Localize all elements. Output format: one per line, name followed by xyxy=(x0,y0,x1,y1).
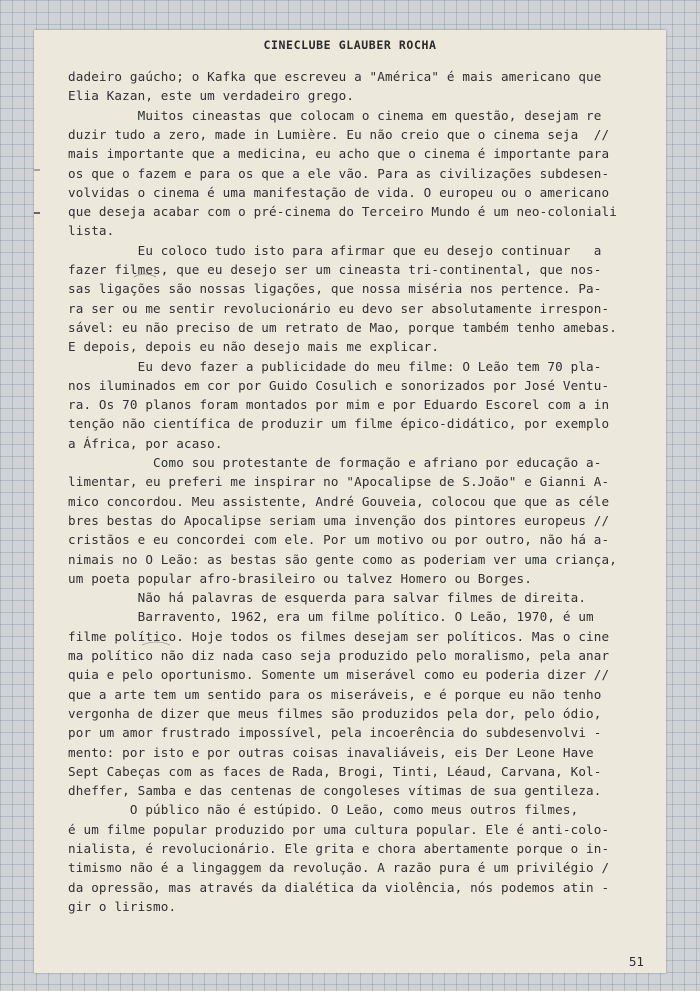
text-line: filme político. Hoje todos os filmes desejam ser políticos. Mas o cine xyxy=(68,628,610,644)
text-line: Eu coloco tudo isto para afirmar que eu desejo continuar a xyxy=(68,242,602,258)
text-line: duzir tudo a zero, made in Lumière. Eu não creio que o cinema seja // xyxy=(68,126,610,142)
text-line: tenção não científica de produzir um filme épico-didático, por exemplo xyxy=(68,416,610,432)
text-line: é um filme popular produzido por uma cultura popular. Ele é anti-colo- xyxy=(68,821,610,837)
text-line: lista. xyxy=(68,223,115,239)
text-line: Eu devo fazer a publicidade do meu filme: O Leão tem 70 pla- xyxy=(68,358,602,374)
text-line: sas ligações são nossas ligações, que nossa miséria nos pertence. Pa- xyxy=(68,281,602,297)
text-line: nialista, é revolucionário. Ele grita e chora abertamente porque o in- xyxy=(68,841,610,856)
text-line: que a arte tem um sentido para os miseráveis, e é porque eu não tenho xyxy=(68,686,602,702)
text-line: mico concordou. Meu assistente, André Gouveia, colocou que que as céle xyxy=(68,493,610,509)
text-line: um poeta popular afro-brasileiro ou talvez Homero ou Borges. xyxy=(68,570,532,586)
text-line: nimais no O Leão: as bestas são gente como as poderiam ver uma criança, xyxy=(68,551,617,567)
text-line: mento: por isto e por outras coisas inavaliáveis, eis Der Leone Have xyxy=(68,744,594,760)
text-line: vergonha de dizer que meus filmes são produzidos pela dor, pelo ódio, xyxy=(68,705,602,721)
text-line: ra. Os 70 planos foram montados por mim e por Eduardo Escorel com a in xyxy=(68,397,610,413)
text-line: O público não é estúpido. O Leão, como meus outros filmes, xyxy=(68,802,579,818)
text-line: Sept Cabeças com as faces de Rada, Brogi, Tinti, Léaud, Carvana, Kol- xyxy=(68,763,602,779)
text-line: Como sou protestante de formação e afriano por educação a- xyxy=(68,455,602,470)
text-line: a África, por acaso. xyxy=(68,435,223,451)
text-line: quia e pelo oportunismo. Somente um miserável como eu poderia dizer // xyxy=(68,667,610,683)
text-line: dheffer, Samba e das centenas de congoleses vítimas de sua gentileza. xyxy=(68,783,602,799)
text-line: Muitos cineastas que colocam o cinema em questão, desejam re xyxy=(68,107,602,123)
text-line: Barravento, 1962, era um filme político. O Leão, 1970, é um xyxy=(68,609,594,625)
text-line: da opressão, mas através da dialética da violência, nós podemos atin - xyxy=(68,879,610,895)
text-line: sável: eu não preciso de um retrato de Mao, porque também tenho amebas. xyxy=(68,319,617,335)
text-line: nos iluminados em cor por Guido Cosulich e sonorizados por José Ventu- xyxy=(68,377,610,393)
text-line: timismo não é a lingaggem da revolução. A razão pura é um privilégio / xyxy=(68,860,610,876)
text-line: cristãos e eu concordei com ele. Por um motivo ou por outro, não há a- xyxy=(68,532,610,548)
typewritten-page xyxy=(34,30,666,973)
page-header: CINECLUBE GLAUBER ROCHA xyxy=(263,38,437,52)
text-line: Não há palavras de esquerda para salvar filmes de direita. xyxy=(68,590,587,606)
text-line: gir o lirismo. xyxy=(68,898,177,914)
text-line: por um amor frustrado impossível, pela incoerência do subdesenvolvi - xyxy=(68,725,602,741)
pencil-marks xyxy=(34,30,666,973)
text-line: Elia Kazan, este um verdadeiro grego. xyxy=(68,88,355,104)
page-number: 51 xyxy=(628,954,644,969)
text-line: que deseja acabar com o pré-cinema do Terceiro Mundo é um neo-coloniali xyxy=(68,204,617,220)
text-line: ra ser ou me sentir revolucionário eu devo ser absolutamente irrespon- xyxy=(68,300,610,316)
text-line: volvidas o cinema é uma manifestação de vida. O europeu ou o americano xyxy=(68,184,610,200)
text-line: bres bestas do Apocalipse seriam uma invenção dos pintores europeus // xyxy=(68,512,610,528)
text-line: ma político não diz nada caso seja produzido pelo moralismo, pela anar xyxy=(68,648,610,663)
text-line: mais importante que a medicina, eu acho que o cinema é importante para xyxy=(68,146,610,162)
text-line: os que o fazem e para os que a ele vão. Para as civilizações subdesen- xyxy=(68,165,610,181)
text-line: dadeiro gaúcho; o Kafka que escreveu a "América" é mais americano que xyxy=(68,69,602,84)
text-line: fazer filmes, que eu desejo ser um cineasta tri-continental, que nos- xyxy=(68,262,602,277)
text-line: limentar, eu preferi me inspirar no "Apocalipse de S.João" e Gianni A- xyxy=(68,474,610,490)
text-line: E depois, depois eu não desejo mais me explicar. xyxy=(68,339,440,355)
